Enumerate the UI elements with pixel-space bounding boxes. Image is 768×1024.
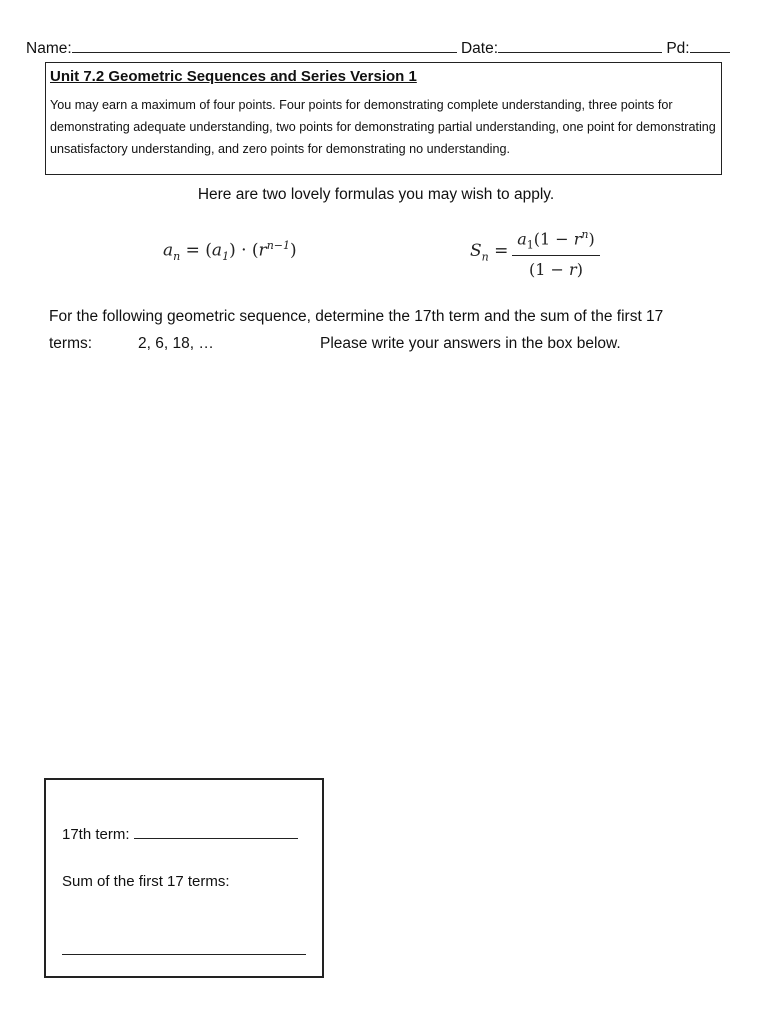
date-blank[interactable] (498, 38, 662, 53)
formula-intro: Here are two lovely formulas you may wish to apply. (197, 186, 555, 203)
unit-title: Unit 7.2 Geometric Sequences and Series Version 1 (50, 68, 417, 85)
period-label: Pd: (666, 40, 690, 57)
question-line-1: For the following geometric sequence, determine the 17th term and the sum of the first 17 (49, 308, 664, 325)
term-answer-row (62, 824, 298, 843)
name-label: Name: (26, 40, 72, 57)
sequence-values: 2, 6, 18, … (138, 335, 214, 352)
sum-answer-blank[interactable] (62, 940, 306, 955)
sum-answer-row (62, 940, 306, 959)
nth-term-formula: $a_n = (a_1) \cdot (r^{n-1})$ (163, 239, 297, 264)
grading-description: You may earn a maximum of four points. Four points for demonstrating complete understanding, three points for demonstrating adequate understanding, two points for demonstrating partial understanding, one point for demonstrating unsatisfactory understanding, and zero points for demonstrating no understanding. (50, 98, 716, 156)
sum-answer-label: Sum of the first 17 terms: (62, 873, 230, 890)
term-answer-label: 17th term: (62, 826, 130, 843)
answer-box (44, 778, 324, 978)
unit-info-box (45, 62, 722, 175)
name-blank[interactable] (72, 38, 457, 53)
terms-label: terms: (49, 335, 93, 352)
sum-fraction: $a_1(1 - r^n)$ (1 − r) (512, 228, 600, 279)
question-text (49, 303, 749, 357)
term-answer-blank[interactable] (134, 824, 298, 839)
date-label: Date: (460, 40, 499, 57)
answer-instruction: Please write your answers in the box below. (320, 335, 621, 352)
student-info-header (26, 38, 738, 58)
period-blank[interactable] (690, 38, 730, 53)
